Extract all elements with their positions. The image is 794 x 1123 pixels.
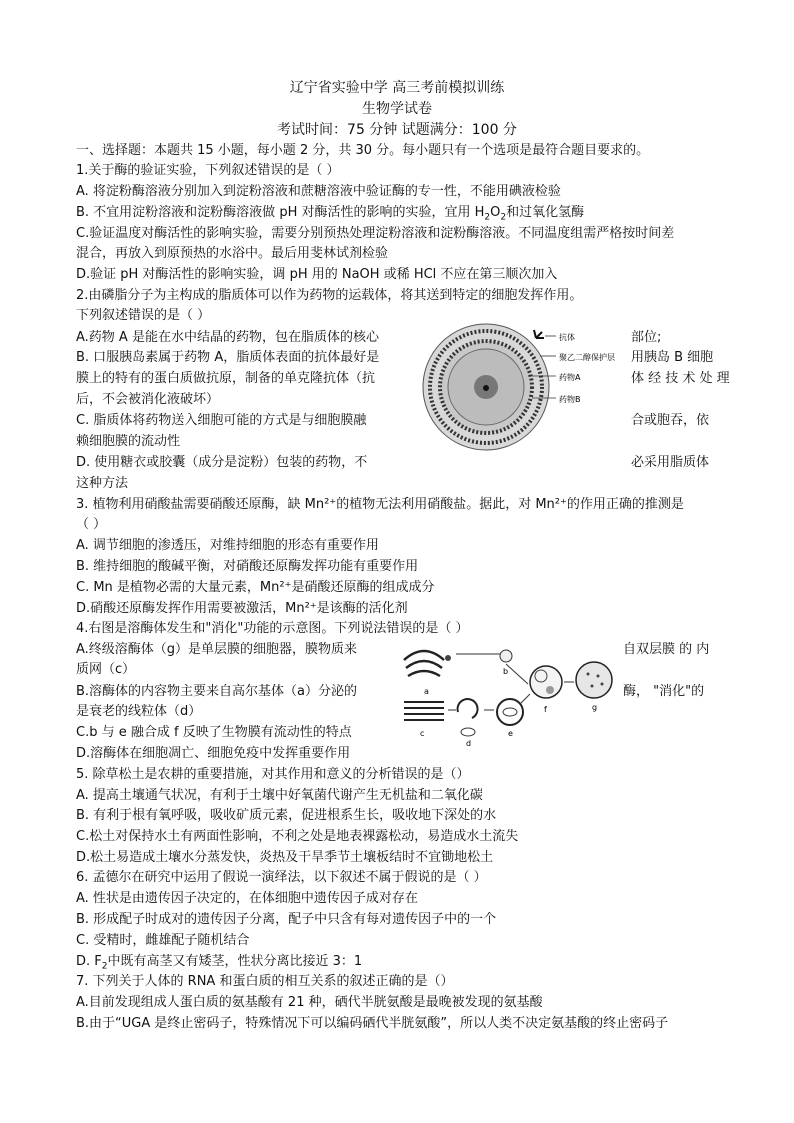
q6-option-c: C. 受精时，雌雄配子随机结合 — [76, 933, 250, 948]
q2-option-a-right: 部位; — [631, 330, 662, 345]
q2-option-b: B. 口服胰岛素属于药物 A，脂质体表面的抗体最好是 — [76, 350, 380, 365]
q5-option-b: B. 有利于根有氧呼吸，吸收矿质元素，促进根系生长，吸收地下深处的水 — [76, 808, 497, 823]
dot-g2 — [597, 675, 600, 678]
golgi-layer-2 — [406, 661, 442, 668]
q2-option-a: A.药物 A 是能在水中结晶的药物，包在脂质体的核心 — [76, 330, 379, 345]
q4-option-b-cont: 是衰老的线粒体（d） — [76, 704, 202, 719]
school-title: 辽宁省实验中学 高三考前模拟训练 — [289, 80, 505, 96]
dot-g1 — [587, 673, 590, 676]
q4-option-a-cont: 质网（c） — [76, 662, 136, 677]
q2-option-d-cont: 这种方法 — [76, 476, 129, 491]
er-stacks — [404, 702, 444, 720]
q6-option-b: B. 形成配子时成对的遗传因子分离，配子中只含有每对遗传因子中的一个 — [76, 912, 497, 927]
q1-option-a: A. 将淀粉酶溶液分别加入到淀粉溶液和蔗糖溶液中验证酶的专一性，不能用碘液检验 — [76, 184, 561, 199]
q6-d-text2: 中既有高茎又有矮茎，性状分离比接近 3：1 — [107, 954, 363, 969]
mitochondrion-d — [461, 728, 475, 736]
q4-stem: 4.右图是溶酶体发生和"消化"功能的示意图。下列说法错误的是（ ） — [76, 621, 469, 636]
q4-option-b: B.溶酶体的内容物主要来自高尔基体（a）分泌的 — [76, 684, 358, 699]
q5-option-a: A. 提高土壤通气状况，有利于土壤中好氧菌代谢产生无机盐和二氧化碳 — [76, 788, 483, 803]
q6-d-sub: 2 — [101, 961, 108, 972]
q1-b-sub: 2 — [484, 212, 491, 223]
q3-stem-cont: （ ） — [76, 517, 107, 532]
liposome-drug-dot — [483, 385, 489, 391]
lysosome-figure — [398, 636, 620, 748]
vesicle-b — [500, 650, 512, 662]
q2-stem: 2.由磷脂分子为主构成的脂质体可以作为药物的运载体，将其送到特定的细胞发挥作用。 — [76, 288, 583, 303]
fig-label-a: a — [424, 687, 429, 696]
section-heading: 一、选择题：本题共 15 小题，每小题 2 分，共 30 分。每小题只有一个选项是最符合题目要求的。 — [76, 143, 650, 158]
dot-g4 — [601, 683, 604, 686]
q6-option-a: A. 性状是由遗传因子决定的，在体细胞中遗传因子成对存在 — [76, 891, 418, 906]
q2-option-c-cont: 赖细胞膜的流动性 — [76, 434, 181, 449]
q1-b-text3: 和过氧化氢酶 — [506, 205, 585, 220]
q7-option-b: B.由于“UGA 是终止密码子，特殊情况下可以编码硒代半胱氨酸”，所以人类不决定氨基酸的终止密码子 — [76, 1016, 669, 1031]
q2-option-b-cont: 膜上的特有的蛋白质做抗原，制备的单克隆抗体（抗 — [76, 371, 376, 386]
q2-option-d-right: 必采用脂质体 — [631, 455, 710, 470]
q1-option-d: D.验证 pH 对酶活性的影响实验，调 pH 用的 NaOH 或稀 HCl 不应在第三顺次加入 — [76, 267, 558, 282]
fig-label-d: d — [466, 739, 472, 748]
fig-label-drug-a: 药物A — [559, 373, 581, 382]
q5-stem: 5. 除草松土是农耕的重要措施，对其作用和意义的分析错误的是（） — [76, 767, 470, 782]
q3-stem: 3. 植物利用硝酸盐需要硝酸还原酶，缺 Mn²⁺的植物无法利用硝酸盐。据此，对 Mn²⁺的作用正确的推测是 — [76, 497, 684, 512]
exam-info: 考试时间：75 分钟 试题满分：100 分 — [277, 122, 517, 138]
fig-label-peg: 聚乙二醇保护层 — [559, 353, 615, 362]
fig-label-e: e — [508, 729, 513, 738]
q2-option-d: D. 使用糖衣或胶囊（成分是淀粉）包装的药物，不 — [76, 455, 368, 470]
q7-stem: 7. 下列关于人体的 RNA 和蛋白质的相互关系的叙述正确的是（） — [76, 974, 454, 989]
q1-b-sub2: 2 — [500, 212, 507, 223]
q6-d-text: D. F — [76, 954, 102, 969]
q1-option-c: C.验证温度对酶活性的影响实验，需要分别预热处理淀粉溶液和淀粉酶溶液。不同温度组需严格按时间差 — [76, 226, 675, 241]
q4-option-d: D.溶酶体在细胞凋亡、细胞免疫中发挥重要作用 — [76, 746, 351, 761]
q2-option-b-right: 用胰岛 B 细胞 — [631, 350, 714, 365]
arrow-b-f — [506, 664, 528, 684]
q6-stem: 6. 孟德尔在研究中运用了假说一演绎法，以下叙述不属于假说的是（ ） — [76, 870, 487, 885]
antibody-icon — [534, 330, 544, 338]
fusion-f — [530, 666, 562, 698]
q6-option-d — [76, 952, 362, 971]
fig-label-antibody: 抗体 — [559, 333, 575, 342]
q3-option-b: B. 维持细胞的酸碱平衡，对硝酸还原酶发挥功能有重要作用 — [76, 559, 419, 574]
q1-option-b — [76, 203, 584, 222]
arrow-e-f — [520, 694, 530, 704]
autophagosome-forming — [458, 699, 478, 718]
autophagosome-e — [497, 699, 523, 725]
golgi-layer-1 — [404, 651, 444, 660]
q4-option-a: A.终级溶酶体（g）是单层膜的细胞器，膜物质来 — [76, 642, 358, 657]
q2-option-b-cont-right: 体 经 技 术 处 理 — [631, 371, 730, 386]
q7-option-a: A.目前发现组成人蛋白质的氨基酸有 21 种，硒代半胱氨酸是最晚被发现的氨基酸 — [76, 995, 543, 1010]
q3-option-d: D.硝酸还原酶发挥作用需要被激活，Mn²⁺是该酶的活化剂 — [76, 601, 408, 616]
q2-option-c: C. 脂质体将药物送入细胞可能的方式是与细胞膜融 — [76, 413, 367, 428]
subject-title: 生物学试卷 — [362, 101, 432, 117]
fig-label-f: f — [544, 705, 547, 714]
q5-option-c: C.松土对保持水土有两面性影响，不利之处是地表裸露松动，易造成水土流失 — [76, 829, 519, 844]
q1-b-text: B. 不宜用淀粉溶液和淀粉酶溶液做 pH 对酶活性的影响的实验，宜用 H — [76, 205, 485, 220]
golgi-layer-3 — [408, 671, 440, 676]
q3-option-c: C. Mn 是植物必需的大量元素，Mn²⁺是硝酸还原酶的组成成分 — [76, 580, 435, 595]
q4-option-c: C.b 与 e 融合成 f 反映了生物膜有流动性的特点 — [76, 725, 352, 740]
liposome-figure — [418, 318, 623, 456]
fig-label-drug-b: 药物B — [559, 395, 581, 404]
fusion-f-dot — [546, 686, 554, 694]
q2-option-b-cont2: 后，不会被消化液破坏） — [76, 392, 220, 407]
fig-label-c: c — [420, 729, 425, 738]
lysosome-g — [576, 662, 612, 698]
fig-label-b: b — [503, 667, 509, 676]
q1-option-c-cont: 混合，再放入到原预热的水浴中。最后用斐林试剂检验 — [76, 246, 389, 261]
golgi-vesicle — [445, 655, 451, 661]
q4-option-a-right: 自双层膜 的 内 — [623, 642, 710, 657]
mitochondrion-e — [503, 708, 517, 716]
q2-option-c-right: 合或胞吞，依 — [631, 413, 710, 428]
fig-label-g: g — [592, 703, 598, 712]
q3-option-a: A. 调节细胞的渗透压，对维持细胞的形态有重要作用 — [76, 538, 379, 553]
dot-g3 — [591, 685, 594, 688]
q1-stem: 1.关于酶的验证实验，下列叙述错误的是（ ） — [76, 163, 340, 178]
q2-stem-cont: 下列叙述错误的是（ ） — [76, 308, 211, 323]
q1-b-text2: O — [490, 205, 501, 220]
q4-option-b-right: 酶， "消化"的 — [623, 684, 705, 699]
q5-option-d: D.松土易造成土壤水分蒸发快，炎热及干旱季节土壤板结时不宜锄地松土 — [76, 850, 494, 865]
